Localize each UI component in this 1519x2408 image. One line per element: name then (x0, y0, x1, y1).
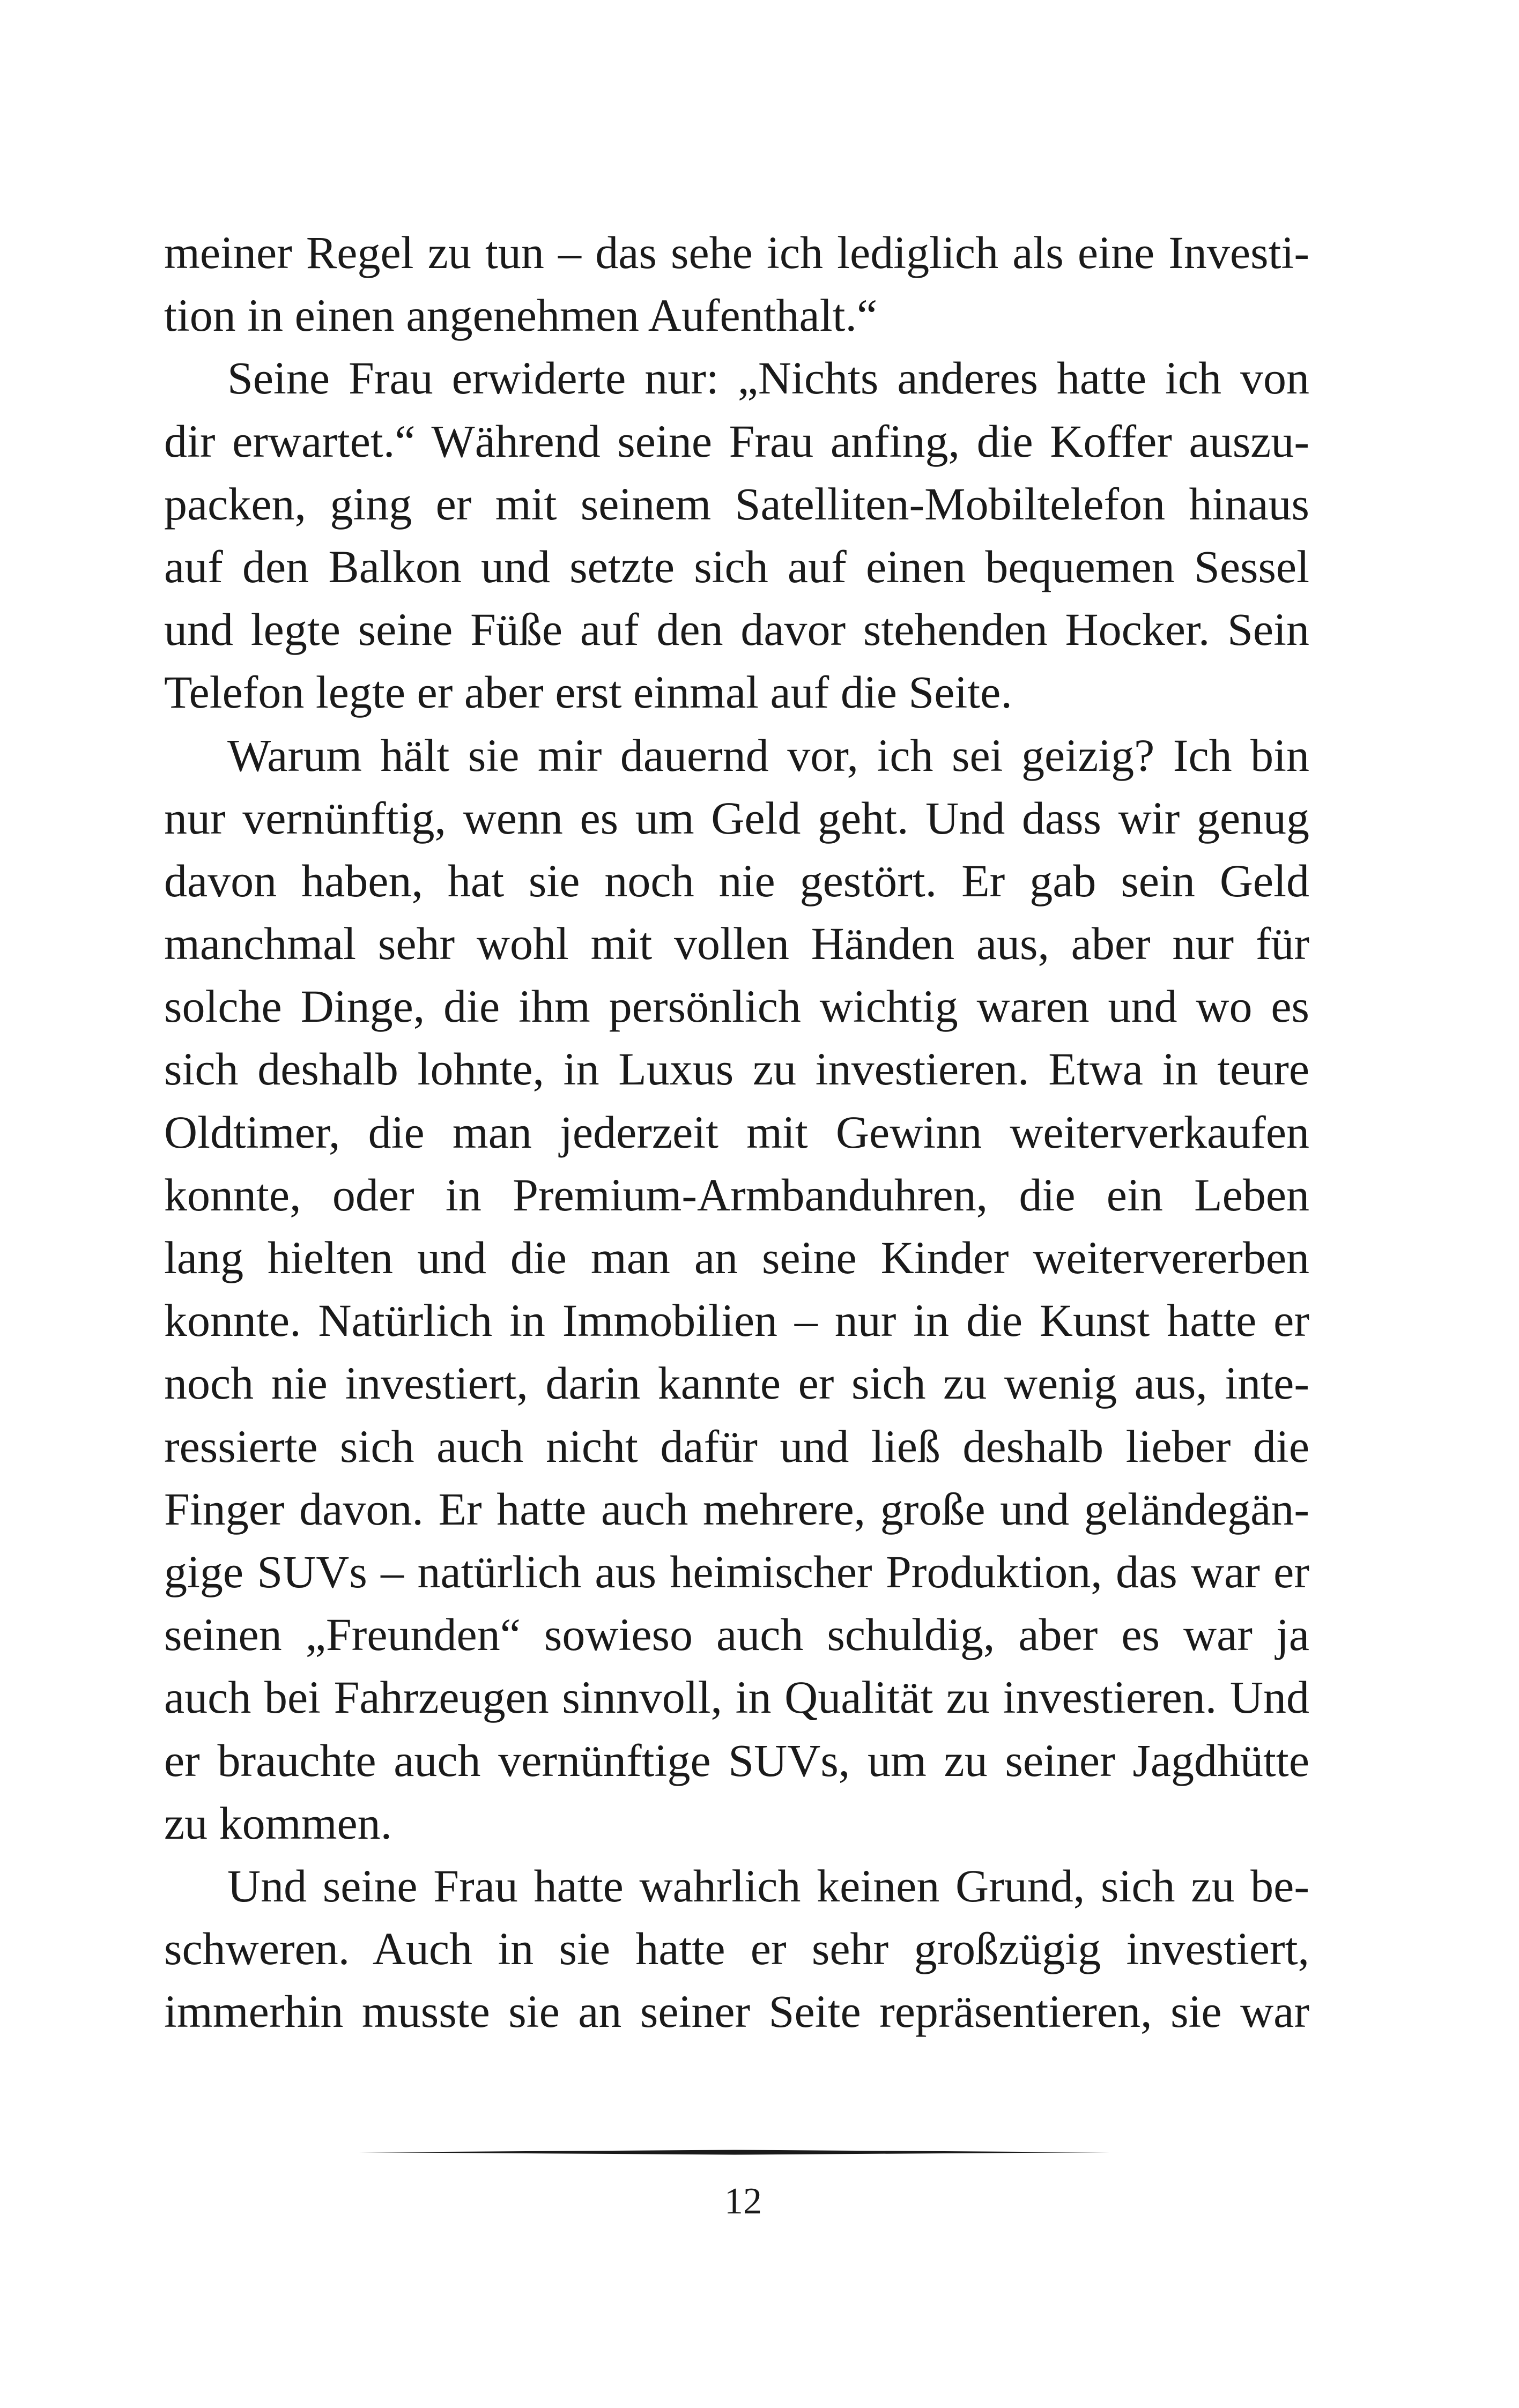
text-line: Seine Frau erwiderte nur: „Nichts anderes hatte ich von (227, 352, 1309, 404)
text-line: Und seine Frau hatte wahrlich keinen Grund, sich zu be- (227, 1860, 1309, 1912)
text-line: Warum hält sie mir dauernd vor, ich sei geizig? Ich bin (227, 729, 1309, 781)
text-line: ressierte sich auch nicht dafür und ließ deshalb lieber die (164, 1420, 1309, 1472)
text-line: Finger davon. Er hatte auch mehrere, große und geländegän- (164, 1483, 1309, 1535)
text-line: nur vernünftig, wenn es um Geld geht. Und dass wir genug (164, 792, 1309, 844)
text-line: konnte. Natürlich in Immobilien – nur in die Kunst hatte er (164, 1295, 1309, 1347)
text-line: schweren. Auch in sie hatte er sehr großzügig investiert, (164, 1923, 1309, 1975)
text-line: er brauchte auch vernünftige SUVs, um zu seiner Jagdhütte (164, 1734, 1309, 1786)
page-number: 12 (724, 2181, 762, 2222)
text-line: noch nie investiert, darin kannte er sich zu wenig aus, inte- (164, 1357, 1309, 1409)
text-line: davon haben, hat sie noch nie gestört. Er gab sein Geld (164, 854, 1309, 906)
text-line: gige SUVs – natürlich aus heimischer Produktion, das war er (164, 1545, 1309, 1597)
text-line: immerhin musste sie an seiner Seite repräsentieren, sie war (164, 1986, 1309, 2038)
text-line: und legte seine Füße auf den davor stehenden Hocker. Sein (164, 604, 1309, 656)
text-line: zu kommen. (164, 1797, 392, 1849)
text-line: lang hielten und die man an seine Kinder weitervererben (164, 1232, 1309, 1283)
text-line: seinen „Freunden“ sowieso auch schuldig, aber es war ja (164, 1609, 1309, 1661)
text-line: manchmal sehr wohl mit vollen Händen aus, aber nur für (164, 918, 1309, 970)
text-line: packen, ging er mit seinem Satelliten-Mobiltelefon hinaus (164, 478, 1309, 530)
text-line: konnte, oder in Premium-Armbanduhren, die ein Leben (164, 1169, 1309, 1221)
text-line: dir erwartet.“ Während seine Frau anfing, die Koffer auszu- (164, 415, 1309, 467)
text-line: Oldtimer, die man jederzeit mit Gewinn weiterverkaufen (164, 1106, 1309, 1158)
text-line: auch bei Fahrzeugen sinnvoll, in Qualität zu investieren. Und (164, 1671, 1309, 1723)
text-line: solche Dinge, die ihm persönlich wichtig waren und wo es (164, 980, 1309, 1032)
text-line: tion in einen angenehmen Aufenthalt.“ (164, 289, 878, 341)
text-line: sich deshalb lohnte, in Luxus zu investieren. Etwa in teure (164, 1043, 1309, 1095)
text-line: auf den Balkon und setzte sich auf einen bequemen Sessel (164, 540, 1309, 592)
text-line: meiner Regel zu tun – das sehe ich lediglich als eine Investi- (164, 227, 1309, 278)
footer-divider (359, 2149, 1110, 2156)
body-text (164, 221, 1309, 2043)
text-line: Telefon legte er aber erst einmal auf die Seite. (164, 666, 1012, 718)
